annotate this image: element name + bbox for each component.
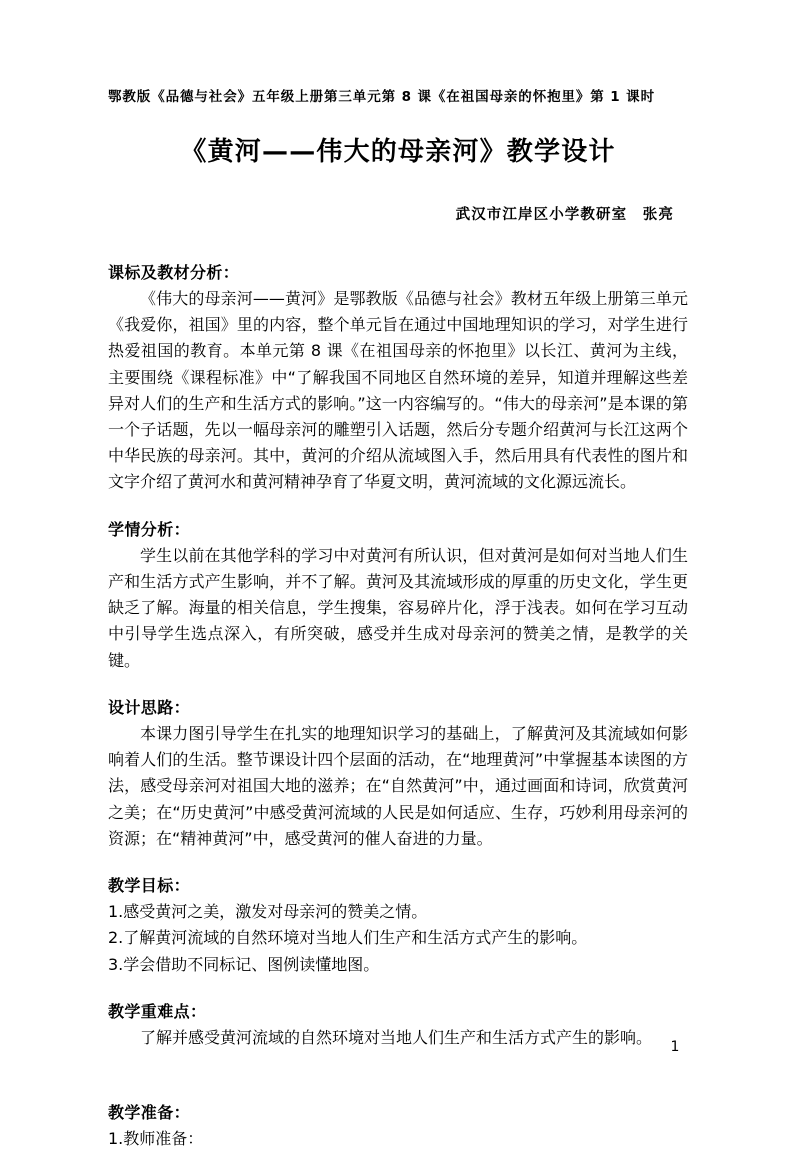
- section-paragraph: 《伟大的母亲河——黄河》是鄂教版《品德与社会》教材五年级上册第三单元《我爱你，祖国》里的内容，整个单元旨在通过中国地理知识的学习，对学生进行热爱祖国的教育。本单元第 8 课《在祖国母亲的怀抱里》以长江、黄河为主线，主要围绕《课程标准》中“了解我国不同地区自然环境的差异，知道并理解这些差异对人们的生产和生活方式的影响。”这一内容编写的。“伟大的母亲河”是本课的第一个子话题，先以一幅母亲河的雕塑引入话题，然后分专题介绍黄河与长江这两个中华民族的母亲河。其中，黄河的介绍从流域图入手，然后用具有代表性的图片和文字介绍了黄河水和黄河精神孕育了华夏文明，黄河流域的文化源远流长。: [108, 289, 688, 492]
- objective-item: 3.学会借助不同标记、图例读懂地图。: [108, 954, 380, 974]
- page-title: 《黄河——伟大的母亲河》教学设计: [180, 137, 616, 168]
- document-header-line: 鄂教版《品德与社会》五年级上册第三单元第 8 课《在祖国母亲的怀抱里》第 1 课时: [108, 89, 655, 105]
- objective-item: 2.了解黄河流域的自然环境对当地人们生产和生活方式产生的影响。: [108, 928, 588, 948]
- section-paragraph: 本课力图引导学生在扎实的地理知识学习的基础上，了解黄河及其流域如何影响着人们的生活。整节课设计四个层面的活动，在“地理黄河”中掌握基本读图的方法，感受母亲河对祖国大地的滋养；在“自然黄河”中，通过画面和诗词，欣赏黄河之美；在“历史黄河”中感受黄河流域的人民是如何适应、生存，巧妙利用母亲河的资源；在“精神黄河”中，感受黄河的催人奋进的力量。: [108, 724, 688, 848]
- section-heading: 设计思路：: [108, 697, 191, 717]
- section-heading: 教学重难点：: [108, 1001, 207, 1021]
- section-curriculum-analysis: [108, 261, 688, 496]
- section-heading: 教学目标：: [108, 876, 191, 896]
- section-heading: 课标及教材分析：: [108, 262, 240, 282]
- section-spacer: [108, 1071, 688, 1101]
- page-number: 1: [670, 1039, 680, 1055]
- section-key-difficulties: [108, 1000, 688, 1051]
- section-teaching-objectives: [108, 874, 688, 978]
- objective-item: 1.感受黄河之美，激发对母亲河的赞美之情。: [108, 902, 428, 922]
- section-heading: 学情分析：: [108, 519, 191, 539]
- author-affiliation: 武汉市江岸区小学教研室 张亮: [455, 207, 674, 224]
- preparation-item: 1.教师准备：: [108, 1129, 204, 1149]
- section-design-approach: [108, 696, 688, 852]
- section-paragraph: 学生以前在其他学科的学习中对黄河有所认识，但对黄河是如何对当地人们生产和生活方式产生影响，并不了解。黄河及其流域形成的厚重的历史文化，学生更缺乏了解。海量的相关信息，学生搜集，容易碎片化，浮于浅表。如何在学习互动中引导学生选点深入，有所突破，感受并生成对母亲河的赞美之情，是教学的关键。: [108, 545, 688, 670]
- document-content: [108, 88, 688, 1175]
- section-teaching-preparation: [108, 1101, 688, 1152]
- section-student-analysis: [108, 518, 688, 674]
- section-heading: 教学准备：: [108, 1103, 191, 1123]
- section-paragraph: 了解并感受黄河流域的自然环境对当地人们生产和生活方式产生的影响。: [140, 1028, 653, 1048]
